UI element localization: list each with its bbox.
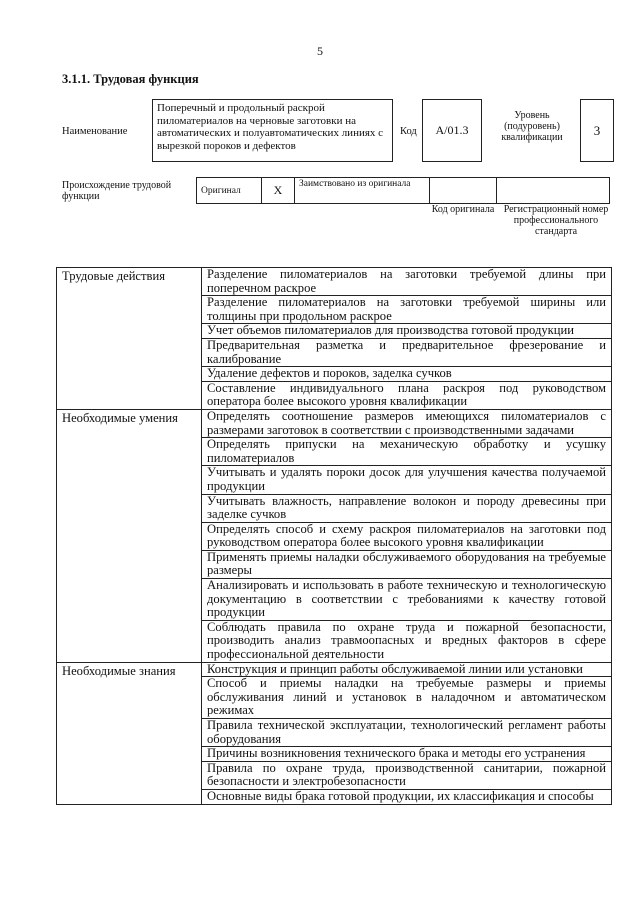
name-label: Наименование xyxy=(62,126,128,137)
section-item: Основные виды брака готовой продукции, их классификация и способы xyxy=(202,789,612,804)
section-category: Необходимые умения xyxy=(57,409,202,662)
page-number: 5 xyxy=(317,44,323,58)
section-category: Трудовые действия xyxy=(57,268,202,410)
registration-number-cell xyxy=(497,178,610,204)
section-item: Конструкция и принцип работы обслуживаемой линии или установки xyxy=(202,662,612,677)
borrowed-label: Заимствовано из оригинала xyxy=(295,178,430,204)
section-item: Правила по охране труда, производственной санитарии, пожарной безопасности и электробезопасности xyxy=(202,761,612,789)
section-item: Учет объемов пиломатериалов для производства готовой продукции xyxy=(202,324,612,339)
section-item: Учитывать влажность, направление волокон и породу древесины при заделке сучков xyxy=(202,494,612,522)
function-name-box: Поперечный и продольный раскрой пиломатериалов на черновые заготовки на автоматических и полуавтоматических линиях с вырезкой пороков и дефектов xyxy=(152,99,393,162)
registration-caption: Регистрационный номер профессионального стандарта xyxy=(503,204,609,237)
table-row xyxy=(57,268,612,296)
section-category: Необходимые знания xyxy=(57,662,202,804)
section-item: Определять припуски на механическую обработку и усушку пиломатериалов xyxy=(202,438,612,466)
section-item: Учитывать и удалять пороки досок для улучшения качества получаемой продукции xyxy=(202,466,612,494)
section-item: Правила технической эксплуатации, технологический регламент работы оборудования xyxy=(202,719,612,747)
section-item: Способ и приемы наладки на требуемые размеры и приемы обслуживания линий и установок в наладочном и автоматическом режимах xyxy=(202,677,612,719)
function-details-table xyxy=(56,267,612,805)
section-item: Разделение пиломатериалов на заготовки требуемой длины при поперечном раскрое xyxy=(202,268,612,296)
level-label: Уровень (подуровень) квалификации xyxy=(501,110,563,143)
section-item: Причины возникновения технического брака и методы его устранения xyxy=(202,747,612,762)
section-title: 3.1.1. Трудовая функция xyxy=(62,72,199,86)
qualification-level-box: 3 xyxy=(580,99,614,162)
section-item: Определять соотношение размеров имеющихся пиломатериалов с размерами заготовок в соответствии с производственными задачами xyxy=(202,409,612,437)
function-code-box: A/01.3 xyxy=(422,99,482,162)
origin-table xyxy=(196,177,610,204)
origin-label: Происхождение трудовой функции xyxy=(62,180,172,202)
original-label: Оригинал xyxy=(197,178,262,204)
section-item: Предварительная разметка и предварительное фрезерование и калибрование xyxy=(202,338,612,366)
code-label: Код xyxy=(400,126,417,137)
section-item: Соблюдать правила по охране труда и пожарной безопасности, производить анализ травмоопасных и вредных факторов в сфере профессиональной деятельности xyxy=(202,620,612,662)
section-item: Анализировать и использовать в работе техническую и технологическую документацию в соответствии с требованиями к качеству готовой продукции xyxy=(202,579,612,621)
section-item: Удаление дефектов и пороков, заделка сучков xyxy=(202,367,612,382)
section-item: Составление индивидуального плана раскроя под руководством оператора более высокого уровня квалификации xyxy=(202,381,612,409)
code-original-caption: Код оригинала xyxy=(431,204,495,215)
original-mark: X xyxy=(262,178,295,204)
section-item: Разделение пиломатериалов на заготовки требуемой ширины или толщины при продольном раскрое xyxy=(202,296,612,324)
section-item: Определять способ и схему раскроя пиломатериалов на заготовки под руководством оператора более высокого уровня квалификации xyxy=(202,522,612,550)
section-item: Применять приемы наладки обслуживаемого оборудования на требуемые размеры xyxy=(202,550,612,578)
table-row xyxy=(57,662,612,677)
table-row xyxy=(57,409,612,437)
original-code-cell xyxy=(430,178,497,204)
